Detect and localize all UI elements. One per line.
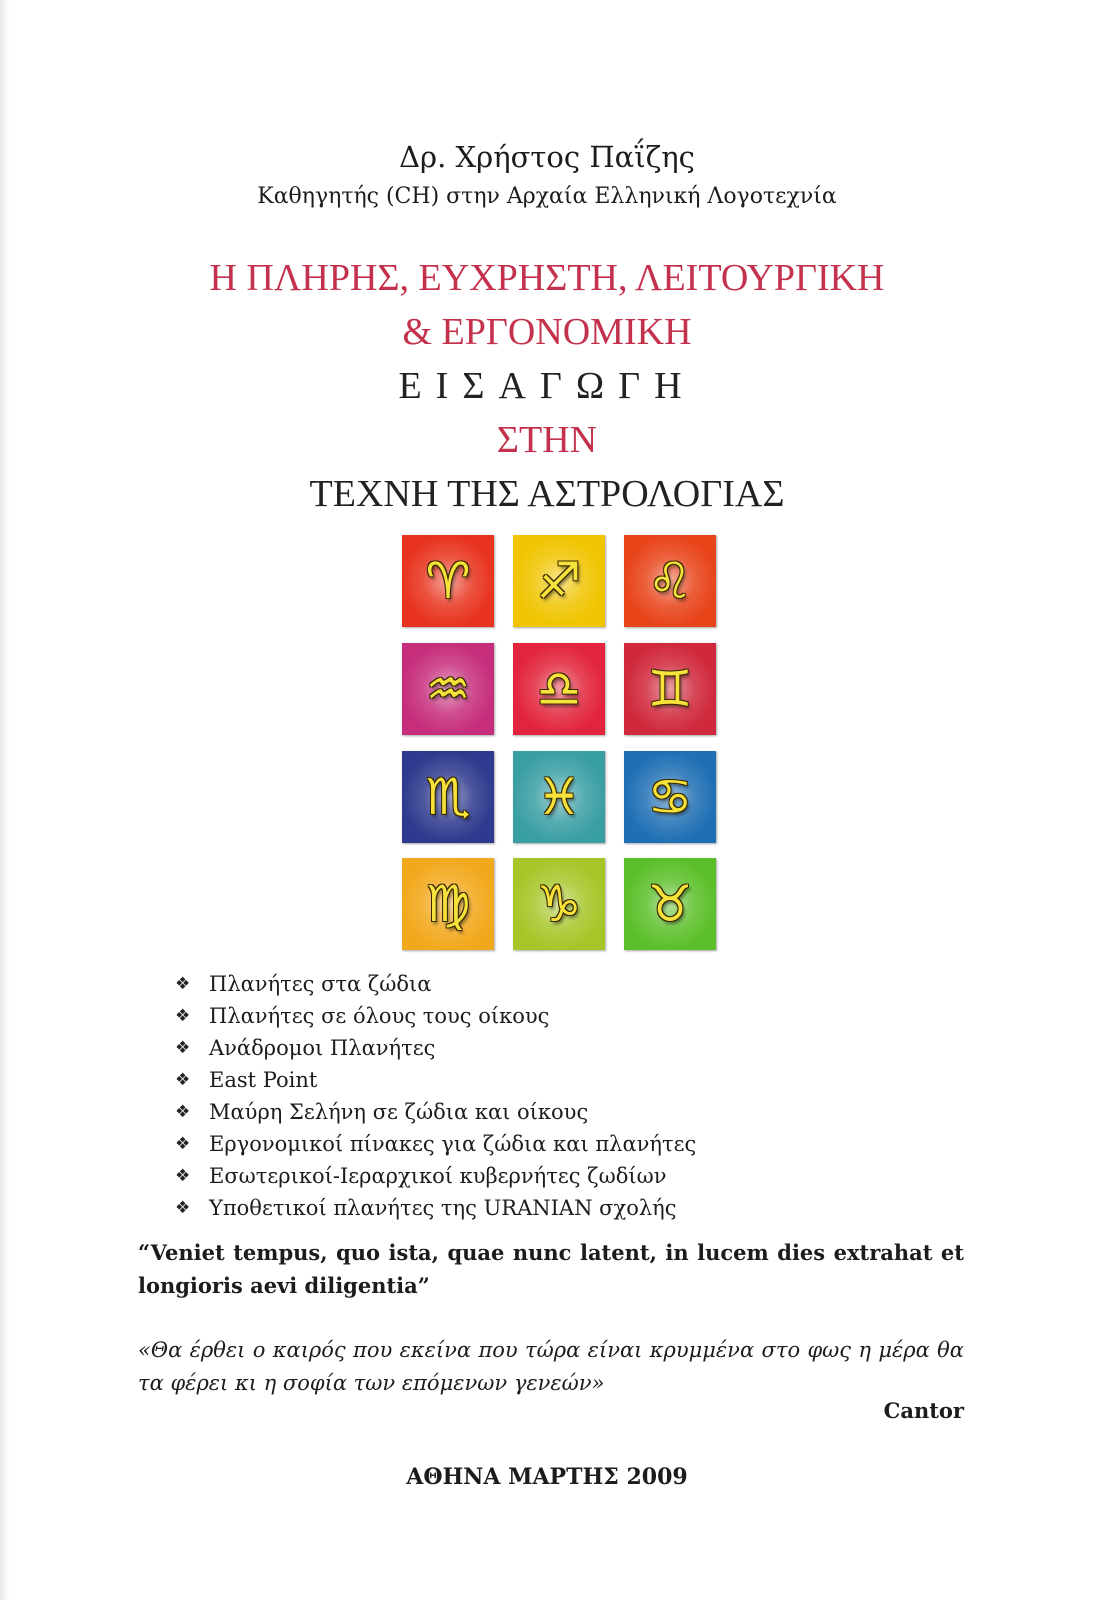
gemini-icon: ♊: [647, 660, 693, 718]
list-item: [175, 1096, 696, 1128]
quote-attribution: Cantor: [883, 1398, 964, 1423]
author-name: Δρ. Χρήστος Παΐζης: [399, 140, 695, 174]
zodiac-tile-libra: [513, 643, 605, 735]
list-item: [175, 1000, 696, 1032]
topic-text: Εσωτερικοί-Ιεραρχικοί κυβερνήτες ζωδίων: [209, 1164, 667, 1188]
scorpio-icon: ♏: [425, 768, 471, 826]
zodiac-tile-gemini: [624, 643, 716, 735]
list-item: [175, 1128, 696, 1160]
topic-text: Υποθετικοί πλανήτες της URANIAN σχολής: [209, 1196, 677, 1220]
topic-text: East Point: [209, 1068, 318, 1092]
aquarius-icon: ♒: [425, 660, 471, 718]
bullet-icon: ❖: [175, 974, 191, 994]
greek-quote: «Θα έρθει ο καιρός που εκείνα που τώρα είναι κρυμμένα στο φως η μέρα θα τα φέρει κι η σοφία των επόμενων γενεών»: [138, 1338, 964, 1395]
topic-text: Πλανήτες σε όλους τους οίκους: [209, 1004, 550, 1028]
capricorn-icon: ♑: [536, 875, 582, 933]
topic-text: Ανάδρομοι Πλανήτες: [209, 1036, 436, 1060]
title-line-3: ΕΙΣΑΓΩΓΗ: [398, 365, 696, 407]
zodiac-tile-capricorn: [513, 858, 605, 950]
zodiac-tile-cancer: [624, 751, 716, 843]
virgo-icon: ♍: [425, 875, 471, 933]
bullet-icon: ❖: [175, 1134, 191, 1154]
bullet-icon: ❖: [175, 1166, 191, 1186]
author-affiliation: Καθηγητής (CH) στην Αρχαία Ελληνική Λογοτεχνία: [257, 184, 837, 209]
zodiac-grid: [402, 535, 716, 953]
topic-text: Πλανήτες στα ζώδια: [209, 972, 432, 996]
list-item: [175, 1192, 696, 1224]
zodiac-tile-pisces: [513, 751, 605, 843]
libra-icon: ♎: [536, 660, 582, 718]
title-line-4: ΣΤΗΝ: [496, 419, 598, 461]
zodiac-tile-taurus: [624, 858, 716, 950]
bullet-icon: ❖: [175, 1102, 191, 1122]
title-line-1: Η ΠΛΗΡΗΣ, ΕΥΧΡΗΣΤΗ, ΛΕΙΤΟΥΡΓΙΚΗ: [209, 257, 885, 299]
aries-icon: ♈: [425, 552, 471, 610]
title-line-5: ΤΕΧΝΗ ΤΗΣ ΑΣΤΡΟΛΟΓΙΑΣ: [309, 473, 785, 515]
zodiac-tile-leo: [624, 535, 716, 627]
latin-quote: “Veniet tempus, quo ista, quae nunc latent, in lucem dies extrahat et longioris aevi diligentia”: [138, 1240, 964, 1298]
bullet-icon: ❖: [175, 1070, 191, 1090]
page-edge: [0, 0, 10, 1600]
list-item: [175, 1032, 696, 1064]
topic-text: Μαύρη Σελήνη σε ζώδια και οίκους: [209, 1100, 589, 1124]
zodiac-tile-virgo: [402, 858, 494, 950]
list-item: [175, 1160, 696, 1192]
cancer-icon: ♋: [647, 768, 693, 826]
list-item: [175, 968, 696, 1000]
taurus-icon: ♉: [647, 875, 693, 933]
title-line-2: & ΕΡΓΟΝΟΜΙΚΗ: [402, 311, 692, 353]
list-item: [175, 1064, 696, 1096]
zodiac-tile-aries: [402, 535, 494, 627]
topics-list: [175, 968, 696, 1224]
pisces-icon: ♓: [536, 768, 582, 826]
zodiac-tile-aquarius: [402, 643, 494, 735]
sagittarius-icon: ♐: [536, 552, 582, 610]
bullet-icon: ❖: [175, 1006, 191, 1026]
leo-icon: ♌: [647, 552, 693, 610]
zodiac-tile-sagittarius: [513, 535, 605, 627]
publication-footer: ΑΘΗΝΑ ΜΑΡΤΗΣ 2009: [406, 1464, 688, 1490]
topic-text: Εργονομικοί πίνακες για ζώδια και πλανήτες: [209, 1132, 697, 1156]
zodiac-tile-scorpio: [402, 751, 494, 843]
bullet-icon: ❖: [175, 1198, 191, 1218]
bullet-icon: ❖: [175, 1038, 191, 1058]
